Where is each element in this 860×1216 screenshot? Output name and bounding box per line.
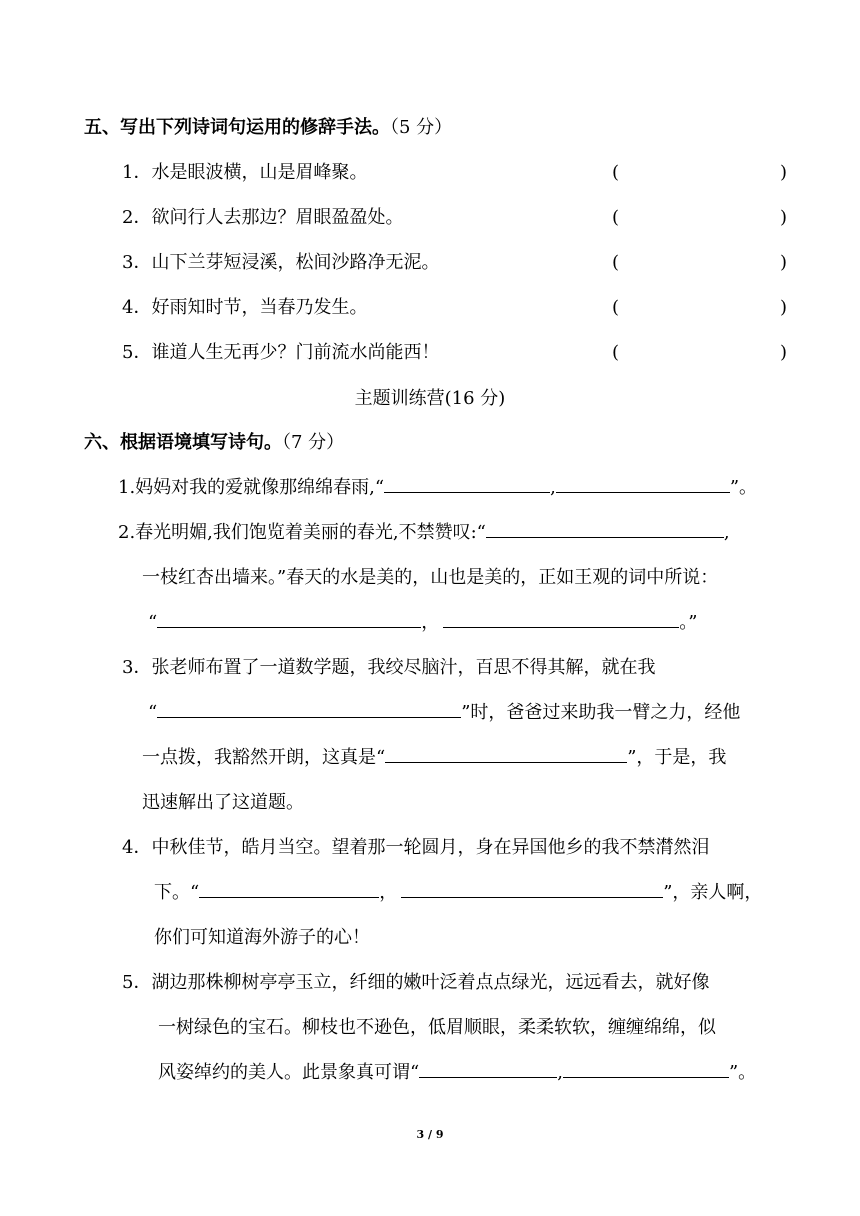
section-6-score: （7 分）	[282, 432, 345, 453]
punctuation: “	[148, 702, 158, 723]
question-2-line-2: 一枝红杏出墙来。”春天的水是美的，山也是美的，正如王观的词中所说：	[142, 567, 719, 588]
punctuation: ”。	[728, 1062, 757, 1083]
rhetoric-item-3	[122, 251, 439, 275]
item-number: 3．	[122, 252, 152, 273]
question-3-line-3	[142, 746, 726, 770]
answer-paren-close: )	[780, 207, 788, 228]
question-2-line-1	[118, 521, 730, 545]
question-5-line-2: 一树绿色的宝石。柳枝也不逊色，低眉顺眼，柔柔软软，缠缠绵绵，似	[158, 1017, 716, 1038]
answer-paren-close: )	[780, 342, 788, 363]
question-5-line-3	[158, 1061, 756, 1085]
item-number: 1．	[122, 162, 152, 183]
fill-blank[interactable]	[157, 701, 461, 718]
fill-blank[interactable]	[419, 1061, 557, 1078]
question-text: 下。“	[154, 882, 200, 903]
fill-blank[interactable]	[563, 1061, 729, 1078]
item-number: 4．	[122, 297, 152, 318]
answer-box-5[interactable]	[624, 338, 774, 366]
answer-paren-open: (	[612, 207, 620, 228]
item-text: 欲问行人去那边？眉眼盈盈处。	[151, 207, 404, 228]
item-text: 水是眼波横，山是眉峰聚。	[151, 162, 368, 183]
rhetoric-item-4	[122, 296, 367, 320]
fill-blank[interactable]	[384, 476, 550, 493]
rhetoric-item-1	[122, 161, 367, 185]
fill-blank[interactable]	[385, 746, 627, 763]
theme-section-title: 主题训练营(16 分)	[354, 388, 506, 409]
answer-box-1[interactable]	[624, 158, 774, 186]
question-3-line-2	[148, 701, 740, 725]
answer-paren-open: (	[612, 297, 620, 318]
question-3-line-4: 迅速解出了这道题。	[142, 792, 304, 813]
question-1	[118, 476, 757, 500]
answer-paren-open: (	[612, 252, 620, 273]
question-text: 2.春光明媚,我们饱览着美丽的春光,不禁赞叹:“	[118, 522, 486, 543]
fill-blank[interactable]	[199, 881, 379, 898]
question-3-line-1: 3．张老师布置了一道数学题，我绞尽脑汁，百思不得其解，就在我	[122, 657, 656, 678]
rhetoric-item-5	[122, 341, 439, 365]
punctuation: ”。	[729, 477, 758, 498]
item-text: 谁道人生无再少？门前流水尚能西！	[151, 342, 440, 363]
answer-paren-close: )	[780, 252, 788, 273]
answer-paren-open: (	[612, 162, 620, 183]
question-4-line-2	[154, 881, 762, 905]
answer-paren-open: (	[612, 342, 620, 363]
question-4-line-3: 你们可知道海外游子的心！	[154, 927, 370, 948]
question-text: 一点拨，我豁然开朗，这真是“	[142, 747, 386, 768]
punctuation: ,	[723, 522, 730, 543]
question-text: 1.妈妈对我的爱就像那绵绵春雨,“	[118, 477, 385, 498]
answer-box-4[interactable]	[624, 293, 774, 321]
punctuation: 。”	[679, 612, 698, 633]
rhetoric-item-2	[122, 206, 403, 230]
section-5-heading	[84, 116, 452, 140]
question-4-line-1: 4．中秋佳节，皓月当空。望着那一轮圆月，身在异国他乡的我不禁潸然泪	[122, 837, 710, 858]
fill-blank[interactable]	[556, 476, 730, 493]
question-text: ”，于是，我	[627, 747, 727, 768]
punctuation: ，	[421, 612, 440, 633]
punctuation: ，	[379, 882, 398, 903]
punctuation: ,	[550, 477, 556, 498]
item-number: 5．	[122, 342, 152, 363]
fill-blank[interactable]	[443, 611, 679, 628]
section-6-title: 六、根据语境填写诗句。	[84, 432, 282, 453]
question-5-line-1: 5．湖边那株柳树亭亭玉立，纤细的嫩叶泛着点点绿光，远远看去，就好像	[122, 972, 710, 993]
fill-blank[interactable]	[486, 521, 724, 538]
question-2-line-3	[148, 611, 697, 635]
question-text: 风姿绰约的美人。此景象真可谓“	[158, 1062, 420, 1083]
page-number: 3 / 9	[416, 1128, 444, 1141]
punctuation: ,	[557, 1062, 563, 1083]
item-text: 好雨知时节，当春乃发生。	[151, 297, 368, 318]
fill-blank[interactable]	[401, 881, 663, 898]
fill-blank[interactable]	[157, 611, 421, 628]
answer-box-2[interactable]	[624, 203, 774, 231]
item-number: 2．	[122, 207, 152, 228]
answer-paren-close: )	[780, 162, 788, 183]
item-text: 山下兰芽短浸溪，松间沙路净无泥。	[151, 252, 440, 273]
answer-box-3[interactable]	[624, 248, 774, 276]
question-text: ”，亲人啊，	[663, 882, 763, 903]
section-6-heading	[84, 431, 344, 455]
answer-paren-close: )	[780, 297, 788, 318]
punctuation: “	[148, 612, 158, 633]
section-5-score: （5 分）	[390, 117, 453, 138]
section-5-title: 五、写出下列诗词句运用的修辞手法。	[84, 117, 390, 138]
question-text: ”时，爸爸过来助我一臂之力，经他	[461, 702, 741, 723]
